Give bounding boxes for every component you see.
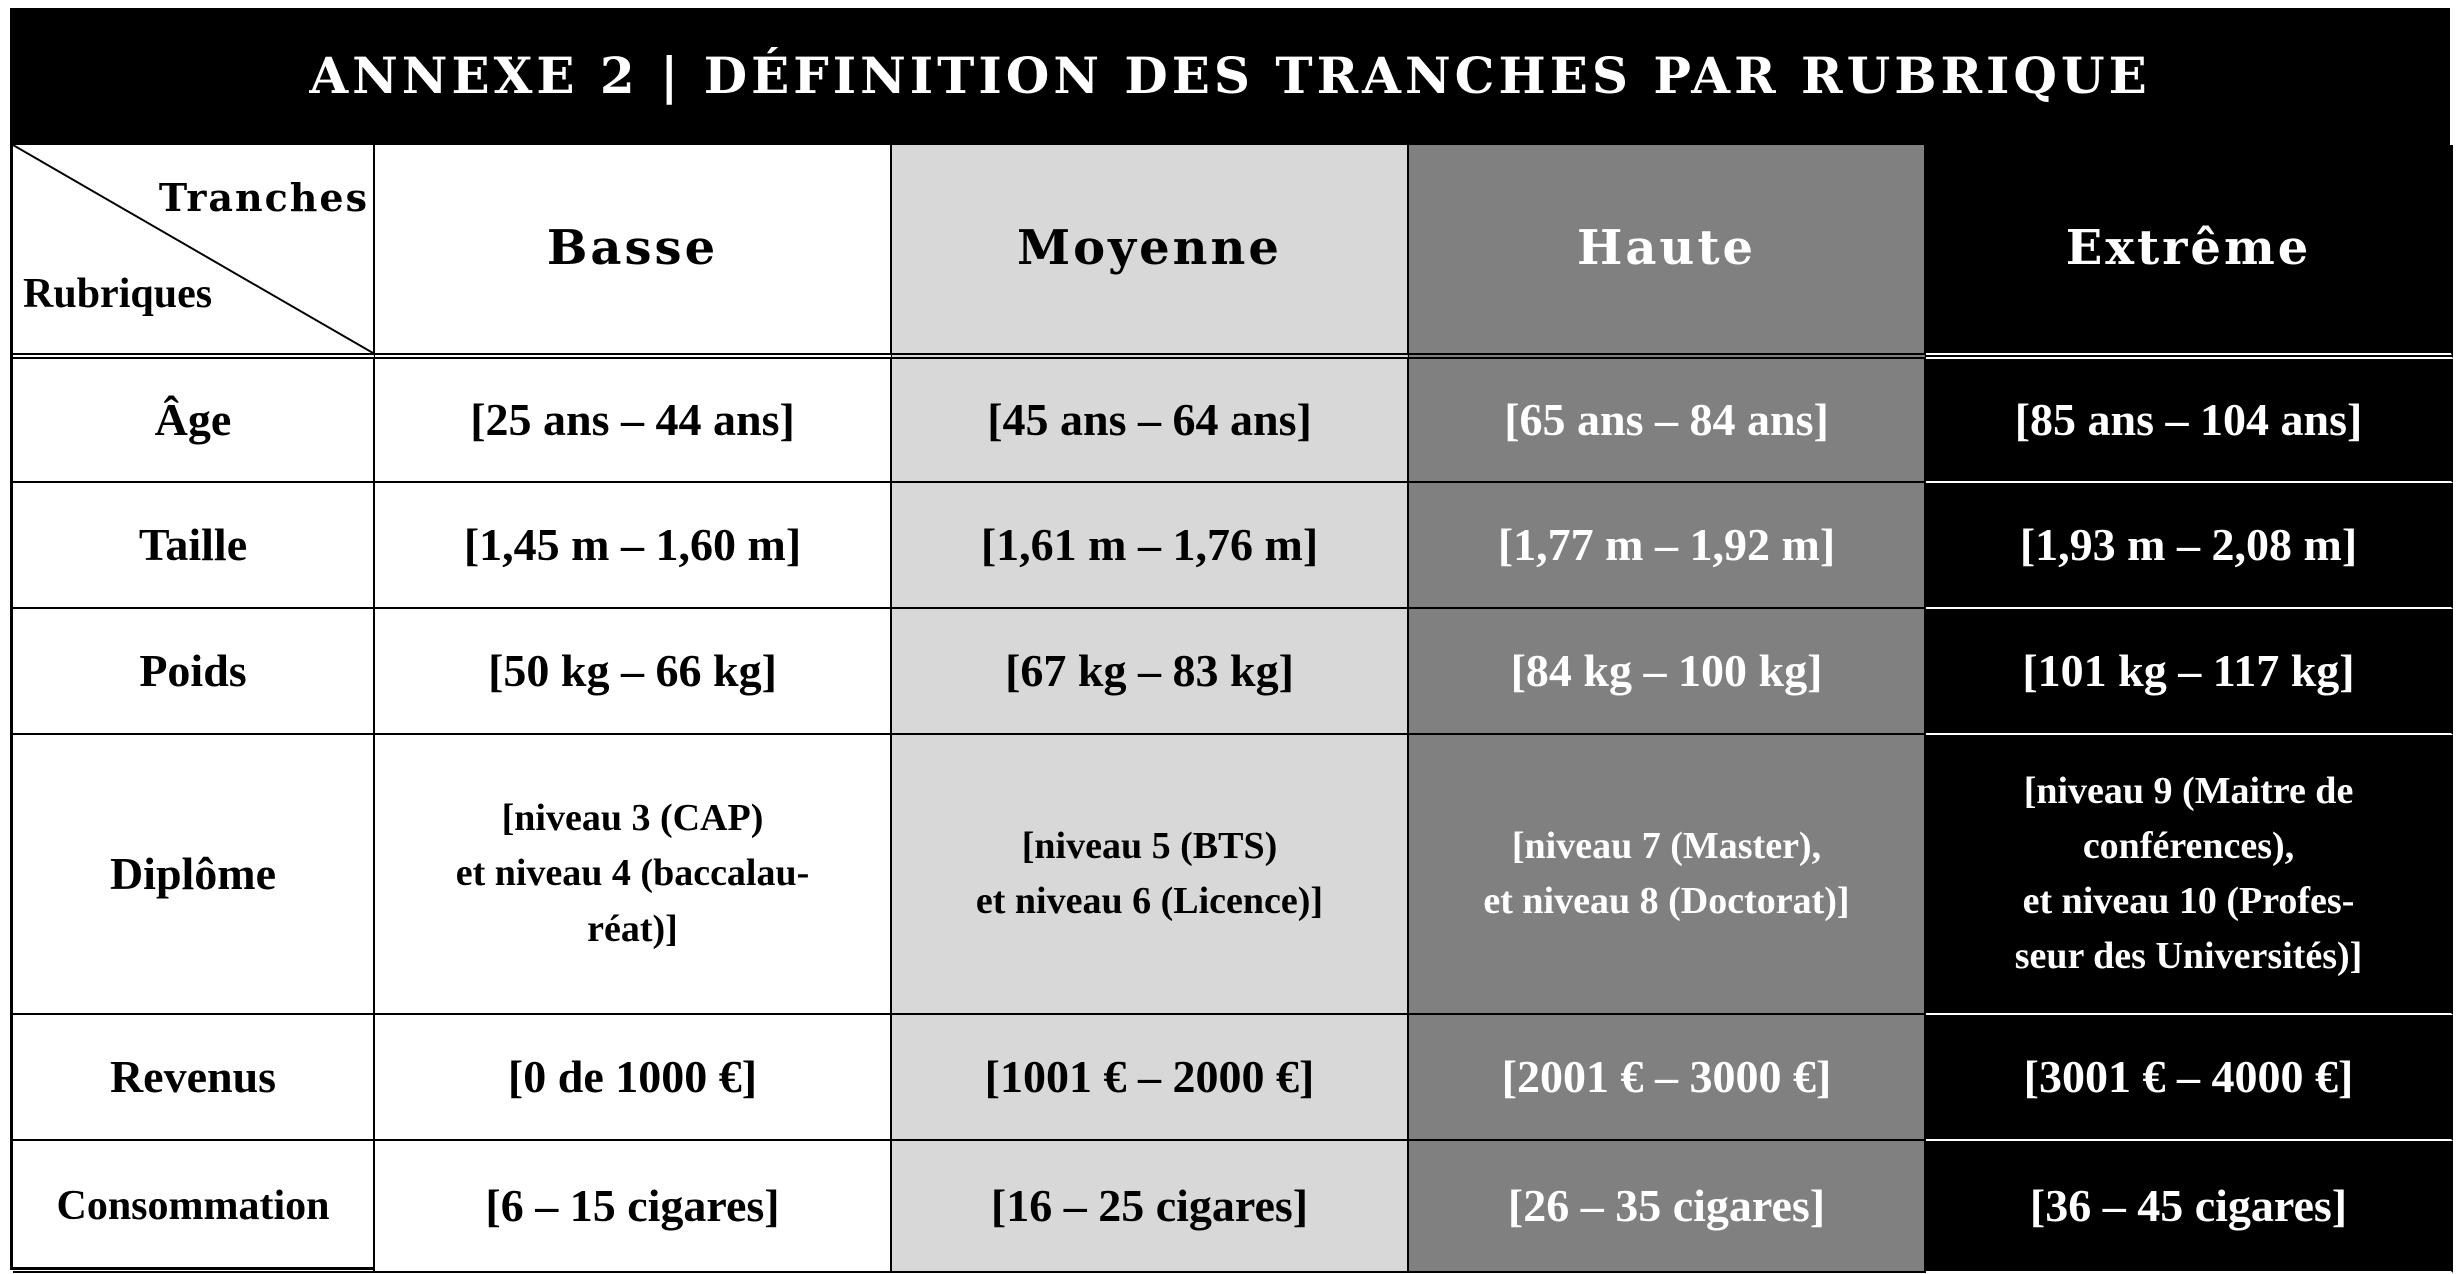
cell-haute: [65 ans – 84 ans] [1409, 359, 1926, 483]
row-label: Âge [13, 359, 375, 483]
column-header-basse: Basse [375, 145, 892, 359]
cell-haute: [1,77 m – 1,92 m] [1409, 483, 1926, 609]
cell-extreme: [85 ans – 104 ans] [1926, 359, 2453, 483]
cell-moyenne [892, 735, 1409, 1015]
cell-line: et niveau 6 (Licence)] [975, 880, 1324, 922]
cell-basse: [1,45 m – 1,60 m] [375, 483, 892, 609]
cell-line: et niveau 4 (baccalau- [455, 852, 810, 895]
cell-haute: [26 – 35 cigares] [1409, 1141, 1926, 1273]
cell-basse: [50 kg – 66 kg] [375, 609, 892, 735]
corner-header [13, 145, 375, 359]
cell-line: seur des Universités)] [2014, 935, 2363, 978]
cell-line: [niveau 5 (BTS) [1021, 824, 1278, 867]
cell-extreme: [36 – 45 cigares] [1926, 1141, 2453, 1273]
cell-haute [1409, 735, 1926, 1015]
cell-haute: [2001 € – 3000 €] [1409, 1015, 1926, 1141]
page-title: ANNEXE 2 | DÉFINITION DES TRANCHES PAR RUBRIQUE [309, 45, 2151, 105]
row-label: Diplôme [13, 735, 375, 1015]
cell-moyenne: [1,61 m – 1,76 m] [892, 483, 1409, 609]
cell-moyenne: [67 kg – 83 kg] [892, 609, 1409, 735]
cell-extreme: [3001 € – 4000 €] [1926, 1015, 2453, 1141]
column-header-haute: Haute [1409, 145, 1926, 359]
cell-moyenne: [16 – 25 cigares] [892, 1141, 1409, 1273]
tranches-table [10, 142, 2450, 1270]
column-header-moyenne: Moyenne [892, 145, 1409, 359]
cell-moyenne: [45 ans – 64 ans] [892, 359, 1409, 483]
corner-label-rubriques: Rubriques [23, 270, 213, 317]
cell-line: [niveau 3 (CAP) [501, 797, 764, 840]
column-header-extreme: Extrême [1926, 145, 2453, 359]
cell-haute: [84 kg – 100 kg] [1409, 609, 1926, 735]
cell-line: [niveau 7 (Master), [1511, 824, 1822, 867]
cell-basse: [6 – 15 cigares] [375, 1141, 892, 1273]
cell-moyenne: [1001 € – 2000 €] [892, 1015, 1409, 1141]
cell-line: et niveau 10 (Profes- [2022, 880, 2355, 922]
row-label: Revenus [13, 1015, 375, 1141]
cell-extreme: [101 kg – 117 kg] [1926, 609, 2453, 735]
cell-line: réat)] [587, 907, 678, 950]
cell-line: et niveau 8 (Doctorat)] [1483, 880, 1850, 922]
title-bar [10, 8, 2450, 142]
row-label: Poids [13, 609, 375, 735]
cell-basse: [0 de 1000 €] [375, 1015, 892, 1141]
cell-extreme [1926, 735, 2453, 1015]
cell-extreme: [1,93 m – 2,08 m] [1926, 483, 2453, 609]
cell-basse: [25 ans – 44 ans] [375, 359, 892, 483]
cell-line: [niveau 9 (Maitre de [2023, 769, 2354, 812]
row-label: Consommation [13, 1141, 375, 1273]
corner-label-tranches: Tranches [158, 175, 369, 220]
row-label: Taille [13, 483, 375, 609]
cell-line: conférences), [2082, 824, 2295, 867]
cell-basse [375, 735, 892, 1015]
